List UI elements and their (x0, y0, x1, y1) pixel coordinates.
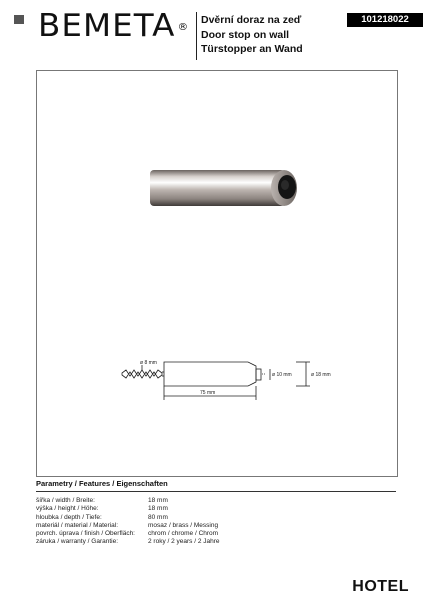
body-diameter-label: ø 18 mm (311, 372, 331, 378)
spec-row (36, 497, 220, 505)
length-label: 75 mm (200, 390, 216, 396)
spec-value: 80 mm (148, 513, 168, 521)
product-photo (148, 165, 303, 215)
title-de: Türstopper an Wand (201, 43, 303, 55)
logo-mark-icon (14, 15, 24, 24)
screw-diameter-label: ø 8 mm (140, 360, 157, 366)
spec-label: hloubka / depth / Tiefe: (36, 513, 102, 521)
tip-diameter-label: ø 10 mm (272, 372, 292, 378)
product-code: 101218022 (347, 13, 423, 27)
spec-row (36, 530, 220, 538)
screw (122, 370, 162, 378)
spec-value: 18 mm (148, 497, 168, 504)
registered-mark: ® (177, 22, 190, 33)
header-divider (196, 12, 197, 60)
title-cz: Dvěrní doraz na zeď (201, 14, 302, 26)
spec-row (36, 538, 220, 546)
stopper-body (164, 362, 256, 386)
spec-value: chrom / chrome / Chrom (148, 530, 219, 538)
spec-label: šířka / width / Breite: (36, 497, 95, 504)
spec-label: materiál / material / Material: (36, 521, 118, 529)
spec-row (36, 505, 220, 513)
technical-drawing (118, 355, 338, 405)
spec-label: výška / height / Höhe: (36, 505, 99, 513)
parameters-divider (36, 491, 396, 492)
spec-value: mosaz / brass / Messing (148, 521, 219, 529)
spec-value: 2 roky / 2 years / 2 Jahre (148, 538, 220, 546)
spec-row (36, 522, 220, 530)
spec-label: povrch. úprava / finish / Oberfläch: (36, 530, 135, 538)
parameters-heading: Parametry / Features / Eigenschaften (36, 479, 168, 488)
product-image-frame (36, 70, 398, 477)
collection-name: HOTEL (352, 578, 409, 595)
title-en: Door stop on wall (201, 28, 290, 41)
product-titles (201, 13, 303, 57)
brand-logo: BEMETA ® (38, 8, 190, 44)
stopper-tip (256, 369, 261, 380)
spec-label: záruka / warranty / Garantie: (36, 538, 119, 546)
spec-value: 18 mm (148, 505, 168, 513)
spec-row (36, 514, 220, 522)
chrome-cylinder (150, 170, 285, 206)
spec-table (36, 497, 220, 547)
